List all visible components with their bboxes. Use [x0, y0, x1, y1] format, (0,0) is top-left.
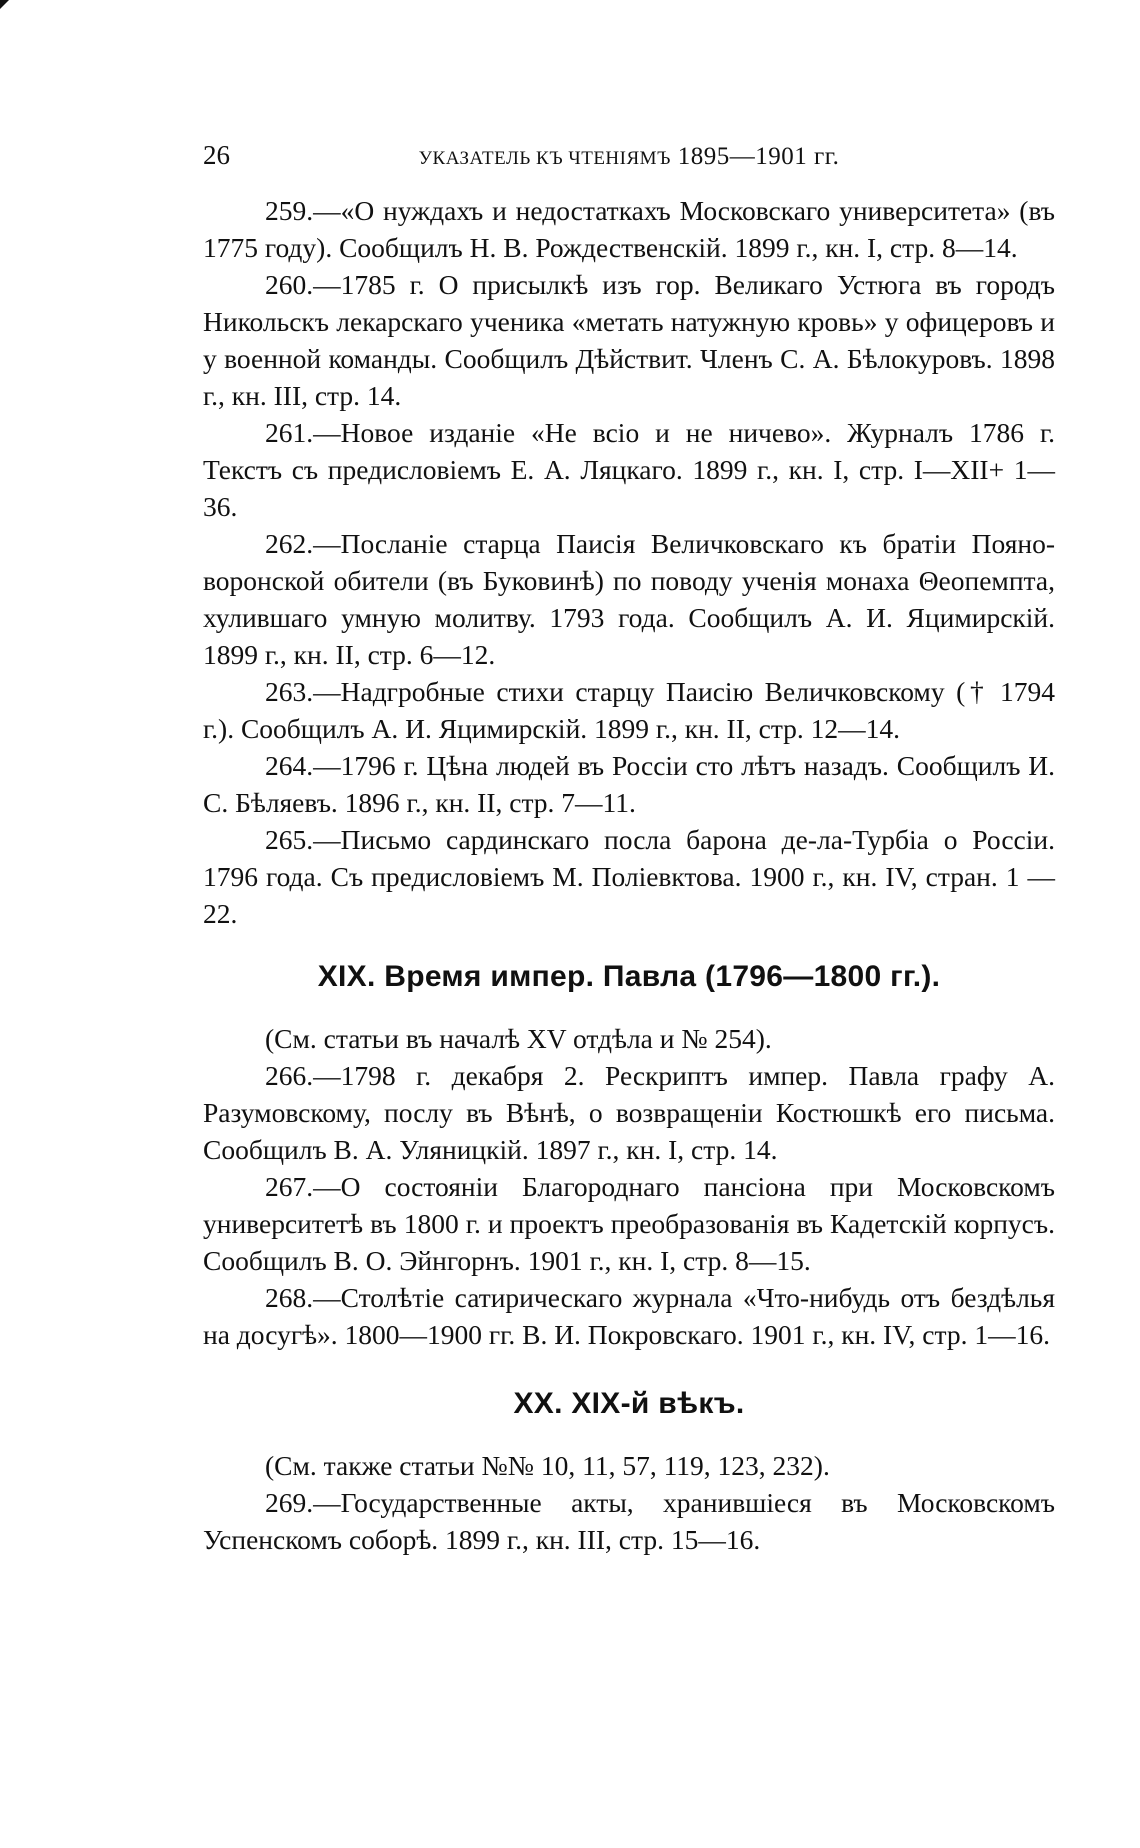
cross-reference-xix: (См. статьи въ началѣ XV отдѣла и № 254). — [265, 1023, 772, 1054]
entry-266: 266.—1798 г. декабря 2. Рескриптъ импер. Павла графу А. Разумовскому, послу въ Вѣнѣ, о возвращеніи Костюшкѣ его письма. Сообщилъ В. А. Уляницкій. 1897 г., кн. I, стр. 14. — [203, 1060, 1055, 1165]
running-header — [203, 140, 1055, 184]
running-title-years: 1895—1901 гг. — [677, 143, 840, 170]
entry-263: 263.—Надгробные стихи старцу Паисію Величковскому († 1794 г.). Сообщилъ А. И. Яцимирскій. 1899 г., кн. II, стр. 12—14. — [203, 676, 1055, 744]
scan-corner-mark — [0, 0, 9, 9]
entry-262: 262.—Посланіе старца Паисія Величковскаго къ братіи Поянo-воронской обители (въ Буковинѣ) по поводу ученія монаха Θеопемпта, хулившаго умную молитву. 1793 года. Сообщилъ А. И. Яцимирскій. 1899 г., кн. II, стр. 6—12. — [203, 528, 1055, 670]
entry-267: 267.—О состояніи Благороднаго пансіона при Московскомъ университетѣ въ 1800 г. и проектъ преобразованія въ Кадетскій корпусъ. Сообщилъ В. О. Эйнгорнъ. 1901 г., кн. I, стр. 8—15. — [203, 1171, 1055, 1276]
running-title-text: УКАЗАТЕЛЬ КЪ ЧТЕНІЯМЪ — [418, 148, 671, 169]
entry-265: 265.—Письмо сардинскаго посла барона де-ла-Турбіа о Россіи. 1796 года. Съ предисловіемъ М. Поліевктова. 1900 г., кн. IV, стран. 1 — 22. — [203, 824, 1055, 929]
entry-264: 264.—1796 г. Цѣна людей въ Россіи сто лѣтъ назадъ. Сообщилъ И. С. Бѣляевъ. 1896 г., кн. II, стр. 7—11. — [203, 750, 1055, 818]
entry-261: 261.—Новое изданіе «Не всіо и не ничево». Журналъ 1786 г. Текстъ съ предисловіемъ Е. А. Ляцкаго. 1899 г., кн. I, стр. I—XII+ 1—36. — [203, 417, 1055, 522]
entry-268: 268.—Столѣтіе сатирическаго журнала «Что-нибудь отъ бездѣлья на досугѣ». 1800—1900 гг. В. И. Покровскаго. 1901 г., кн. IV, стр. 1—16. — [203, 1282, 1055, 1350]
running-title — [263, 143, 1055, 171]
document-page — [203, 140, 1055, 1558]
cross-reference-xx: (См. также статьи №№ 10, 11, 57, 119, 123, 232). — [265, 1450, 830, 1481]
section-heading-xx: XX. XIX-й вѣкъ. — [513, 1387, 745, 1420]
page-number: 26 — [203, 140, 230, 170]
section-heading-xix: XIX. Время импер. Павла (1796—1800 гг.). — [317, 960, 941, 993]
entry-259: 259.—«О нуждахъ и недостаткахъ Московскаго университета» (въ 1775 году). Сообщилъ Н. В. Рождественскій. 1899 г., кн. I, стр. 8—14. — [203, 195, 1055, 263]
entry-260: 260.—1785 г. О присылкѣ изъ гор. Великаго Устюга въ городъ Никольскъ лекарскаго ученика «метать натужную кровь» у офицеровъ и у военной команды. Сообщилъ Дѣйствит. Членъ С. А. Бѣлокуровъ. 1898 г., кн. III, стр. 14. — [203, 269, 1055, 411]
entry-269: 269.—Государственные акты, хранившіеся въ Московскомъ Успенскомъ соборѣ. 1899 г., кн. III, стр. 15—16. — [203, 1487, 1055, 1555]
